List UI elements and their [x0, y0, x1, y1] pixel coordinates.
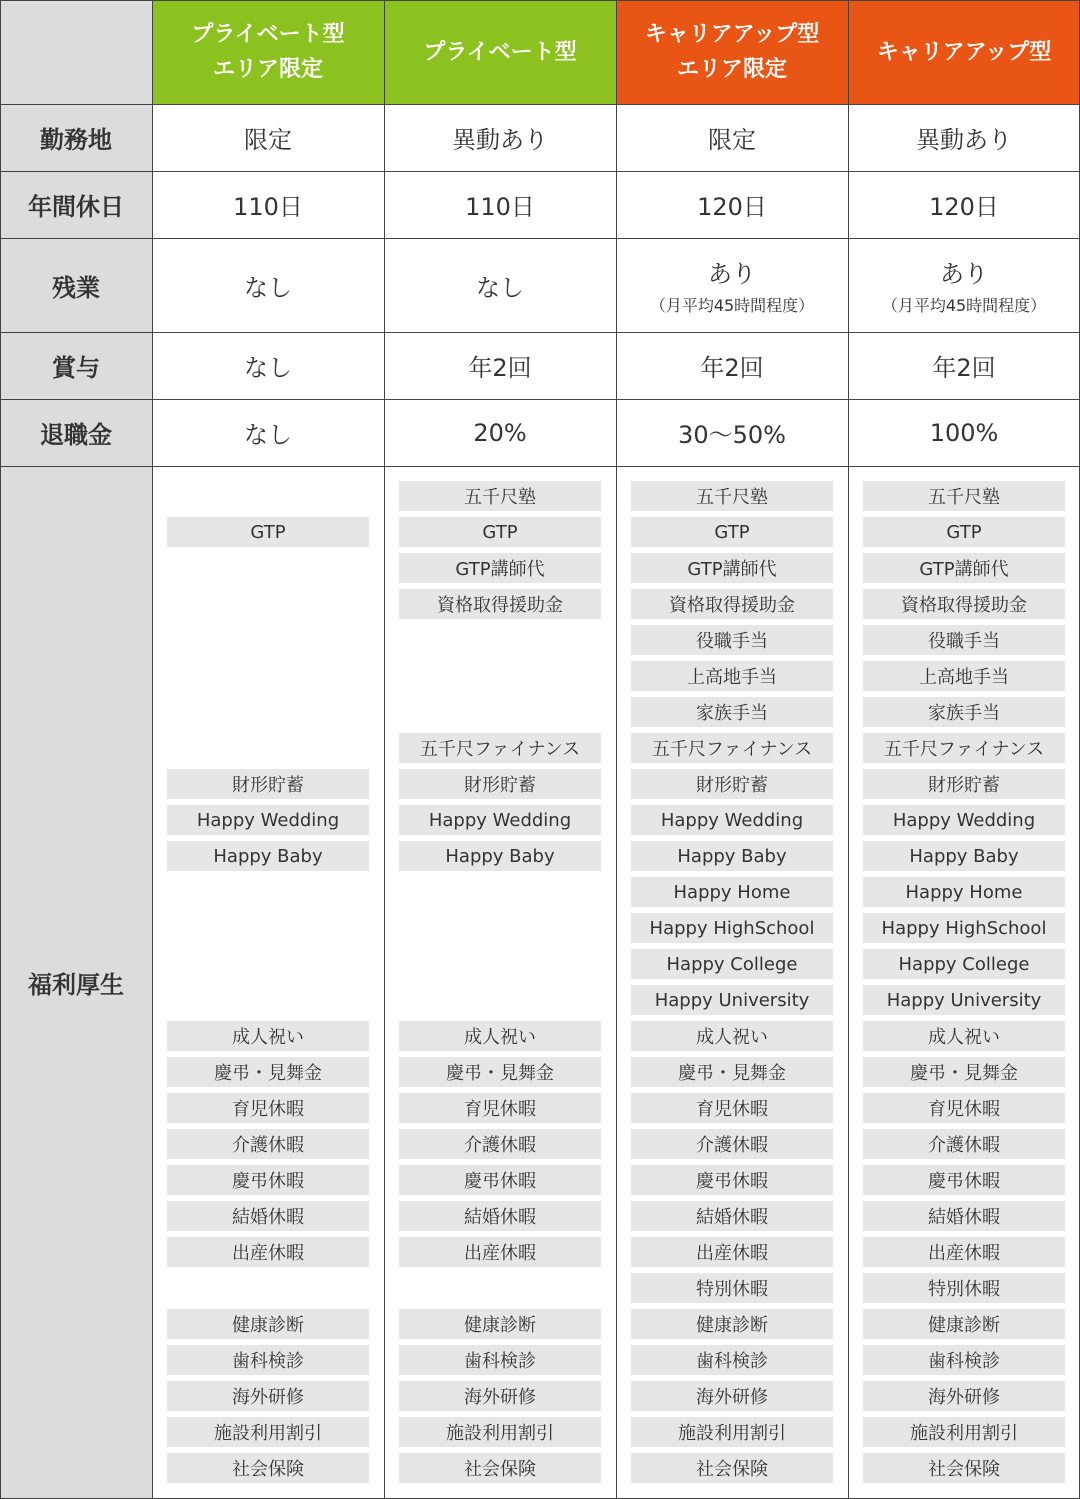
- value-cell: [384, 104, 616, 171]
- benefit-chip: 育児休暇: [167, 1093, 369, 1123]
- row-divider: [0, 466, 1080, 467]
- benefit-chip: 歯科検診: [631, 1345, 833, 1375]
- benefit-chip: GTP: [631, 517, 833, 547]
- benefit-chip: 結婚休暇: [863, 1201, 1065, 1231]
- benefit-chip: 特別休暇: [631, 1273, 833, 1303]
- column-header-line: キャリアアップ型: [876, 39, 1052, 65]
- benefit-chip: Happy Baby: [399, 841, 601, 871]
- row-divider: [0, 332, 1080, 333]
- benefit-chip: 五千尺塾: [631, 481, 833, 511]
- benefit-chip: Happy College: [631, 949, 833, 979]
- benefit-chip: 介護休暇: [631, 1129, 833, 1159]
- benefit-chip: 社会保険: [399, 1453, 601, 1483]
- value-cell: [384, 332, 616, 399]
- value-cell: [384, 238, 616, 332]
- benefit-chip: 上高地手当: [631, 661, 833, 691]
- benefit-chip: 健康診断: [631, 1309, 833, 1339]
- column-header-line: プライベート型: [423, 39, 577, 65]
- benefit-chip: 社会保険: [167, 1453, 369, 1483]
- value-cell: [616, 238, 848, 332]
- benefit-chip: GTP: [399, 517, 601, 547]
- benefit-chip: 慶弔・見舞金: [631, 1057, 833, 1087]
- benefit-chip: 資格取得援助金: [863, 589, 1065, 619]
- benefit-chip: 健康診断: [167, 1309, 369, 1339]
- value-cell: [848, 104, 1080, 171]
- benefit-chip: 資格取得援助金: [631, 589, 833, 619]
- benefit-chip: 介護休暇: [863, 1129, 1065, 1159]
- row-divider: [0, 171, 1080, 172]
- value-main: なし: [244, 273, 292, 302]
- benefit-chip: Happy Baby: [167, 841, 369, 871]
- benefit-chip: Happy Wedding: [863, 805, 1065, 835]
- benefit-chip: 結婚休暇: [399, 1201, 601, 1231]
- column-header: [616, 0, 848, 104]
- value-main: 年2回: [468, 354, 532, 382]
- benefit-chip: Happy College: [863, 949, 1065, 979]
- value-main: なし: [244, 354, 292, 382]
- corner-cell: [0, 0, 152, 104]
- value-main: 異動あり: [452, 126, 548, 154]
- value-main: 100%: [929, 418, 999, 447]
- benefit-chip: 慶弔休暇: [167, 1165, 369, 1195]
- benefit-chip: 施設利用割引: [399, 1417, 601, 1447]
- row-divider: [0, 399, 1080, 400]
- benefit-chip: GTP講師代: [399, 553, 601, 583]
- benefit-chip: Happy Home: [863, 877, 1065, 907]
- benefit-chip: Happy University: [863, 985, 1065, 1015]
- value-cell: [848, 332, 1080, 399]
- row-label: 退職金: [0, 399, 152, 466]
- benefit-chip: 財形貯蓄: [631, 769, 833, 799]
- benefit-chip: GTP: [167, 517, 369, 547]
- value-cell: [616, 104, 848, 171]
- row-divider: [0, 238, 1080, 239]
- benefit-chip: 社会保険: [863, 1453, 1065, 1483]
- benefit-chip: 歯科検診: [399, 1345, 601, 1375]
- column-header-line: キャリアアップ型: [644, 22, 820, 47]
- column-header: [152, 0, 384, 104]
- value-note: （月平均45時間程度）: [649, 296, 815, 315]
- benefit-chip: 成人祝い: [863, 1021, 1065, 1051]
- benefit-chip: 慶弔休暇: [399, 1165, 601, 1195]
- row-divider: [0, 0, 1080, 1]
- value-cell: [152, 104, 384, 171]
- row-label: 残業: [0, 238, 152, 332]
- benefit-chip: 役職手当: [863, 625, 1065, 655]
- benefit-chip: 育児休暇: [399, 1093, 601, 1123]
- benefit-chip: Happy Wedding: [631, 805, 833, 835]
- benefit-chip: 介護休暇: [167, 1129, 369, 1159]
- benefit-chip: 歯科検診: [167, 1345, 369, 1375]
- value-main: 限定: [244, 126, 292, 154]
- column-divider: [616, 0, 617, 1499]
- value-cell: [384, 171, 616, 238]
- welfare-label: 福利厚生: [0, 466, 152, 1499]
- value-main: 異動あり: [916, 126, 1012, 154]
- benefit-chip: Happy Baby: [863, 841, 1065, 871]
- column-header-line: エリア限定: [212, 57, 323, 82]
- value-main: なし: [476, 273, 524, 302]
- row-label: 賞与: [0, 332, 152, 399]
- value-main: 110日: [465, 193, 535, 221]
- value-main: 110日: [233, 193, 303, 221]
- benefit-chip: 育児休暇: [863, 1093, 1065, 1123]
- benefit-chip: 健康診断: [399, 1309, 601, 1339]
- benefit-chip: Happy Home: [631, 877, 833, 907]
- benefit-chip: 家族手当: [863, 697, 1065, 727]
- value-cell: [152, 399, 384, 466]
- benefit-chip: 介護休暇: [399, 1129, 601, 1159]
- benefit-chip: 五千尺塾: [863, 481, 1065, 511]
- value-main: 120日: [697, 193, 767, 221]
- benefit-chip: 出産休暇: [631, 1237, 833, 1267]
- benefit-chip: 五千尺ファイナンス: [631, 733, 833, 763]
- row-label: 勤務地: [0, 104, 152, 171]
- benefit-chip: 出産休暇: [167, 1237, 369, 1267]
- benefit-chip: 五千尺塾: [399, 481, 601, 511]
- value-main: あり: [708, 260, 756, 288]
- column-header-line: エリア限定: [676, 57, 787, 82]
- value-cell: [152, 171, 384, 238]
- benefit-chip: 歯科検診: [863, 1345, 1065, 1375]
- benefit-chip: 特別休暇: [863, 1273, 1065, 1303]
- value-cell: [616, 399, 848, 466]
- benefit-chip: Happy HighSchool: [863, 913, 1065, 943]
- benefit-chip: 慶弔・見舞金: [399, 1057, 601, 1087]
- benefit-chip: 資格取得援助金: [399, 589, 601, 619]
- value-main: 年2回: [700, 354, 764, 382]
- benefit-chip: 社会保険: [631, 1453, 833, 1483]
- row-divider: [0, 104, 1080, 105]
- value-cell: [848, 171, 1080, 238]
- benefit-chip: GTP講師代: [863, 553, 1065, 583]
- value-cell: [384, 399, 616, 466]
- benefit-chip: Happy Wedding: [167, 805, 369, 835]
- value-cell: [616, 171, 848, 238]
- column-divider: [848, 0, 849, 1499]
- value-cell: [848, 399, 1080, 466]
- benefit-chip: 上高地手当: [863, 661, 1065, 691]
- benefit-chip: 慶弔休暇: [863, 1165, 1065, 1195]
- column-divider: [384, 0, 385, 1499]
- benefit-chip: 役職手当: [631, 625, 833, 655]
- benefit-chip: 慶弔・見舞金: [167, 1057, 369, 1087]
- benefit-chip: 財形貯蓄: [167, 769, 369, 799]
- benefit-chip: 海外研修: [863, 1381, 1065, 1411]
- value-main: 限定: [708, 126, 756, 154]
- benefit-chip: GTP講師代: [631, 553, 833, 583]
- value-note: （月平均45時間程度）: [881, 296, 1047, 315]
- benefit-chip: 施設利用割引: [863, 1417, 1065, 1447]
- benefit-chip: 成人祝い: [399, 1021, 601, 1051]
- benefit-chip: 出産休暇: [399, 1237, 601, 1267]
- benefit-chip: 結婚休暇: [631, 1201, 833, 1231]
- benefit-chip: Happy University: [631, 985, 833, 1015]
- benefit-chip: Happy Baby: [631, 841, 833, 871]
- value-cell: [152, 238, 384, 332]
- benefit-chip: 健康診断: [863, 1309, 1065, 1339]
- value-cell: [848, 238, 1080, 332]
- benefit-chip: 財形貯蓄: [863, 769, 1065, 799]
- benefit-chip: 慶弔・見舞金: [863, 1057, 1065, 1087]
- value-cell: [616, 332, 848, 399]
- benefit-chip: 成人祝い: [167, 1021, 369, 1051]
- benefit-chip: 施設利用割引: [631, 1417, 833, 1447]
- benefit-chip: 育児休暇: [631, 1093, 833, 1123]
- benefit-chip: 海外研修: [167, 1381, 369, 1411]
- benefit-chip: 施設利用割引: [167, 1417, 369, 1447]
- benefit-chip: 五千尺ファイナンス: [863, 733, 1065, 763]
- value-main: 年2回: [932, 354, 996, 382]
- value-main: あり: [940, 260, 988, 288]
- value-main: 30〜50%: [678, 421, 786, 449]
- value-main: なし: [244, 421, 292, 449]
- benefit-chip: 結婚休暇: [167, 1201, 369, 1231]
- column-header: [848, 0, 1080, 104]
- column-divider: [152, 0, 153, 1499]
- benefit-chip: 五千尺ファイナンス: [399, 733, 601, 763]
- benefit-chip: 家族手当: [631, 697, 833, 727]
- value-main: 20%: [473, 418, 527, 447]
- benefit-chip: Happy HighSchool: [631, 913, 833, 943]
- column-header-line: プライベート型: [191, 22, 345, 47]
- row-label: 年間休日: [0, 171, 152, 238]
- benefit-chip: Happy Wedding: [399, 805, 601, 835]
- column-divider: [0, 0, 1, 1499]
- benefit-chip: 出産休暇: [863, 1237, 1065, 1267]
- column-header: [384, 0, 616, 104]
- benefit-chip: 海外研修: [399, 1381, 601, 1411]
- value-cell: [152, 332, 384, 399]
- benefit-chip: 財形貯蓄: [399, 769, 601, 799]
- benefit-chip: 慶弔休暇: [631, 1165, 833, 1195]
- benefit-chip: 海外研修: [631, 1381, 833, 1411]
- benefit-chip: GTP: [863, 517, 1065, 547]
- benefit-chip: 成人祝い: [631, 1021, 833, 1051]
- value-main: 120日: [929, 193, 999, 221]
